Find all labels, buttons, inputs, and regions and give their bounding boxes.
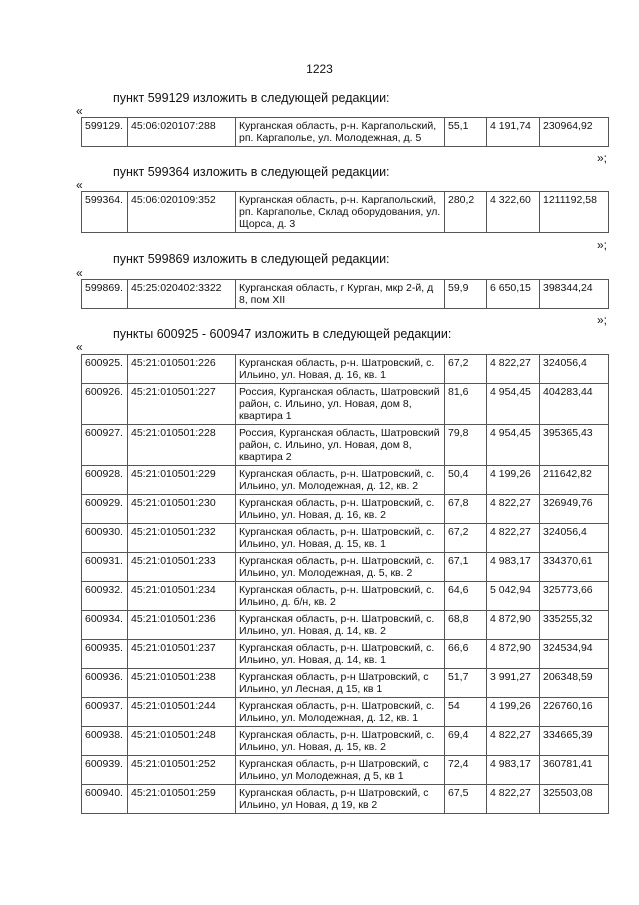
- area: 81,6: [445, 384, 487, 425]
- address: Курганская область, р-н Шатровский, с Ильино, ул Лесная, д 15, кв 1: [236, 669, 445, 698]
- unit-value: 4 954,45: [487, 384, 540, 425]
- total-value: 324056,4: [540, 355, 609, 384]
- close-quote: »;: [597, 313, 608, 327]
- area: 55,1: [445, 118, 487, 147]
- cadastral-number: 45:21:010501:228: [128, 425, 236, 466]
- total-value: 1211192,58: [540, 192, 609, 233]
- table-row: [82, 280, 609, 309]
- table-row: [82, 640, 609, 669]
- unit-value: 4 191,74: [487, 118, 540, 147]
- address: Курганская область, р-н. Шатровский, с. Ильино, ул. Молодежная, д. 12, кв. 1: [236, 698, 445, 727]
- row-number: 600926.: [82, 384, 128, 425]
- cadastral-number: 45:21:010501:227: [128, 384, 236, 425]
- total-value: 324534,94: [540, 640, 609, 669]
- address: Курганская область, р-н. Шатровский, с. Ильино, ул. Новая, д. 15, кв. 2: [236, 727, 445, 756]
- table-row: [82, 466, 609, 495]
- cadastral-number: 45:21:010501:248: [128, 727, 236, 756]
- total-value: 334665,39: [540, 727, 609, 756]
- row-number: 600937.: [82, 698, 128, 727]
- area: 64,6: [445, 582, 487, 611]
- table-row: [82, 582, 609, 611]
- total-value: 325773,66: [540, 582, 609, 611]
- table-row: [82, 118, 609, 147]
- address: Курганская область, р-н. Шатровский, с. Ильино, ул. Новая, д. 16, кв. 2: [236, 495, 445, 524]
- row-number: 600935.: [82, 640, 128, 669]
- total-value: 325503,08: [540, 785, 609, 814]
- address: Курганская область, г Курган, мкр 2-й, д 8, пом XII: [236, 280, 445, 309]
- total-value: 226760,16: [540, 698, 609, 727]
- area: 51,7: [445, 669, 487, 698]
- area: 69,4: [445, 727, 487, 756]
- page-number: 1223: [306, 62, 333, 76]
- table-row: [82, 384, 609, 425]
- unit-value: 4 954,45: [487, 425, 540, 466]
- open-quote: «: [76, 266, 83, 280]
- cadastral-number: 45:21:010501:230: [128, 495, 236, 524]
- area: 67,1: [445, 553, 487, 582]
- table-row: [82, 495, 609, 524]
- unit-value: 4 822,27: [487, 524, 540, 553]
- row-number: 599869.: [82, 280, 128, 309]
- total-value: 360781,41: [540, 756, 609, 785]
- row-number: 600928.: [82, 466, 128, 495]
- unit-value: 4 822,27: [487, 495, 540, 524]
- address: Курганская область, р-н. Шатровский, с. Ильино, ул. Новая, д. 14, кв. 1: [236, 640, 445, 669]
- cadastral-number: 45:21:010501:238: [128, 669, 236, 698]
- table-row: [82, 355, 609, 384]
- unit-value: 4 199,26: [487, 466, 540, 495]
- area: 67,8: [445, 495, 487, 524]
- row-number: 600930.: [82, 524, 128, 553]
- cadastral-number: 45:21:010501:252: [128, 756, 236, 785]
- address: Россия, Курганская область, Шатровский район, с. Ильино, ул. Новая, дом 8, квартира 2: [236, 425, 445, 466]
- total-value: 230964,92: [540, 118, 609, 147]
- cadastral-number: 45:06:020107:288: [128, 118, 236, 147]
- address: Россия, Курганская область, Шатровский район, с. Ильино, ул. Новая, дом 8, квартира 1: [236, 384, 445, 425]
- total-value: 335255,32: [540, 611, 609, 640]
- row-number: 600925.: [82, 355, 128, 384]
- row-number: 600929.: [82, 495, 128, 524]
- table-row: [82, 192, 609, 233]
- row-number: 600938.: [82, 727, 128, 756]
- cadastral-number: 45:21:010501:229: [128, 466, 236, 495]
- address: Курганская область, р-н. Шатровский, с. Ильино, ул. Новая, д. 14, кв. 2: [236, 611, 445, 640]
- table-row: [82, 425, 609, 466]
- cadastral-number: 45:21:010501:234: [128, 582, 236, 611]
- row-number: 600934.: [82, 611, 128, 640]
- section-heading-599869: пункт 599869 изложить в следующей редакции:: [113, 252, 390, 266]
- area: 280,2: [445, 192, 487, 233]
- table-row: [82, 785, 609, 814]
- total-value: 326949,76: [540, 495, 609, 524]
- row-number: 600931.: [82, 553, 128, 582]
- area: 79,8: [445, 425, 487, 466]
- total-value: 211642,82: [540, 466, 609, 495]
- unit-value: 4 822,27: [487, 785, 540, 814]
- unit-value: 4 872,90: [487, 640, 540, 669]
- cadastral-number: 45:21:010501:237: [128, 640, 236, 669]
- cadastral-number: 45:06:020109:352: [128, 192, 236, 233]
- unit-value: 4 322,60: [487, 192, 540, 233]
- address: Курганская область, р-н Шатровский, с Ильино, ул Новая, д 19, кв 2: [236, 785, 445, 814]
- address: Курганская область, р-н. Шатровский, с. Ильино, ул. Молодежная, д. 5, кв. 2: [236, 553, 445, 582]
- unit-value: 5 042,94: [487, 582, 540, 611]
- area: 68,8: [445, 611, 487, 640]
- table-row: [82, 611, 609, 640]
- address: Курганская область, р-н Шатровский, с Ильино, ул Молодежная, д 5, кв 1: [236, 756, 445, 785]
- area: 72,4: [445, 756, 487, 785]
- address: Курганская область, р-н. Шатровский, с. Ильино, д. б/н, кв. 2: [236, 582, 445, 611]
- cadastral-number: 45:21:010501:226: [128, 355, 236, 384]
- area: 59,9: [445, 280, 487, 309]
- row-number: 600932.: [82, 582, 128, 611]
- table-599364: [81, 191, 609, 233]
- table-row: [82, 553, 609, 582]
- row-number: 600939.: [82, 756, 128, 785]
- section-heading-599129: пункт 599129 изложить в следующей редакции:: [113, 91, 390, 105]
- unit-value: 4 872,90: [487, 611, 540, 640]
- section-heading-599364: пункт 599364 изложить в следующей редакции:: [113, 165, 390, 179]
- table-600925-600947: [81, 354, 609, 814]
- address: Курганская область, р-н. Каргапольский, рп. Каргаполье, ул. Молодежная, д. 5: [236, 118, 445, 147]
- total-value: 404283,44: [540, 384, 609, 425]
- unit-value: 6 650,15: [487, 280, 540, 309]
- unit-value: 4 822,27: [487, 727, 540, 756]
- table-row: [82, 524, 609, 553]
- address: Курганская область, р-н. Шатровский, с. Ильино, ул. Молодежная, д. 12, кв. 2: [236, 466, 445, 495]
- row-number: 599364.: [82, 192, 128, 233]
- cadastral-number: 45:21:010501:259: [128, 785, 236, 814]
- total-value: 398344,24: [540, 280, 609, 309]
- open-quote: «: [76, 340, 83, 354]
- cadastral-number: 45:25:020402:3322: [128, 280, 236, 309]
- unit-value: 4 983,17: [487, 756, 540, 785]
- close-quote: »;: [597, 151, 608, 165]
- address: Курганская область, р-н. Шатровский, с. Ильино, ул. Новая, д. 16, кв. 1: [236, 355, 445, 384]
- row-number: 600927.: [82, 425, 128, 466]
- address: Курганская область, р-н. Шатровский, с. Ильино, ул. Новая, д. 15, кв. 1: [236, 524, 445, 553]
- table-599869: [81, 279, 609, 309]
- table-row: [82, 669, 609, 698]
- area: 50,4: [445, 466, 487, 495]
- area: 66,6: [445, 640, 487, 669]
- section-heading-600925-600947: пункты 600925 - 600947 изложить в следующей редакции:: [113, 327, 452, 341]
- cadastral-number: 45:21:010501:232: [128, 524, 236, 553]
- cadastral-number: 45:21:010501:244: [128, 698, 236, 727]
- row-number: 600940.: [82, 785, 128, 814]
- area: 54: [445, 698, 487, 727]
- table-row: [82, 698, 609, 727]
- unit-value: 4 199,26: [487, 698, 540, 727]
- area: 67,5: [445, 785, 487, 814]
- total-value: 206348,59: [540, 669, 609, 698]
- unit-value: 4 983,17: [487, 553, 540, 582]
- area: 67,2: [445, 355, 487, 384]
- cadastral-number: 45:21:010501:236: [128, 611, 236, 640]
- close-quote: »;: [597, 238, 608, 252]
- open-quote: «: [76, 104, 83, 118]
- table-row: [82, 756, 609, 785]
- table-599129: [81, 117, 609, 147]
- table-row: [82, 727, 609, 756]
- area: 67,2: [445, 524, 487, 553]
- total-value: 395365,43: [540, 425, 609, 466]
- total-value: 334370,61: [540, 553, 609, 582]
- row-number: 600936.: [82, 669, 128, 698]
- address: Курганская область, р-н. Каргапольский, рп. Каргаполье, Склад оборудования, ул. Щорса, д. 3: [236, 192, 445, 233]
- row-number: 599129.: [82, 118, 128, 147]
- open-quote: «: [76, 178, 83, 192]
- unit-value: 3 991,27: [487, 669, 540, 698]
- total-value: 324056,4: [540, 524, 609, 553]
- unit-value: 4 822,27: [487, 355, 540, 384]
- cadastral-number: 45:21:010501:233: [128, 553, 236, 582]
